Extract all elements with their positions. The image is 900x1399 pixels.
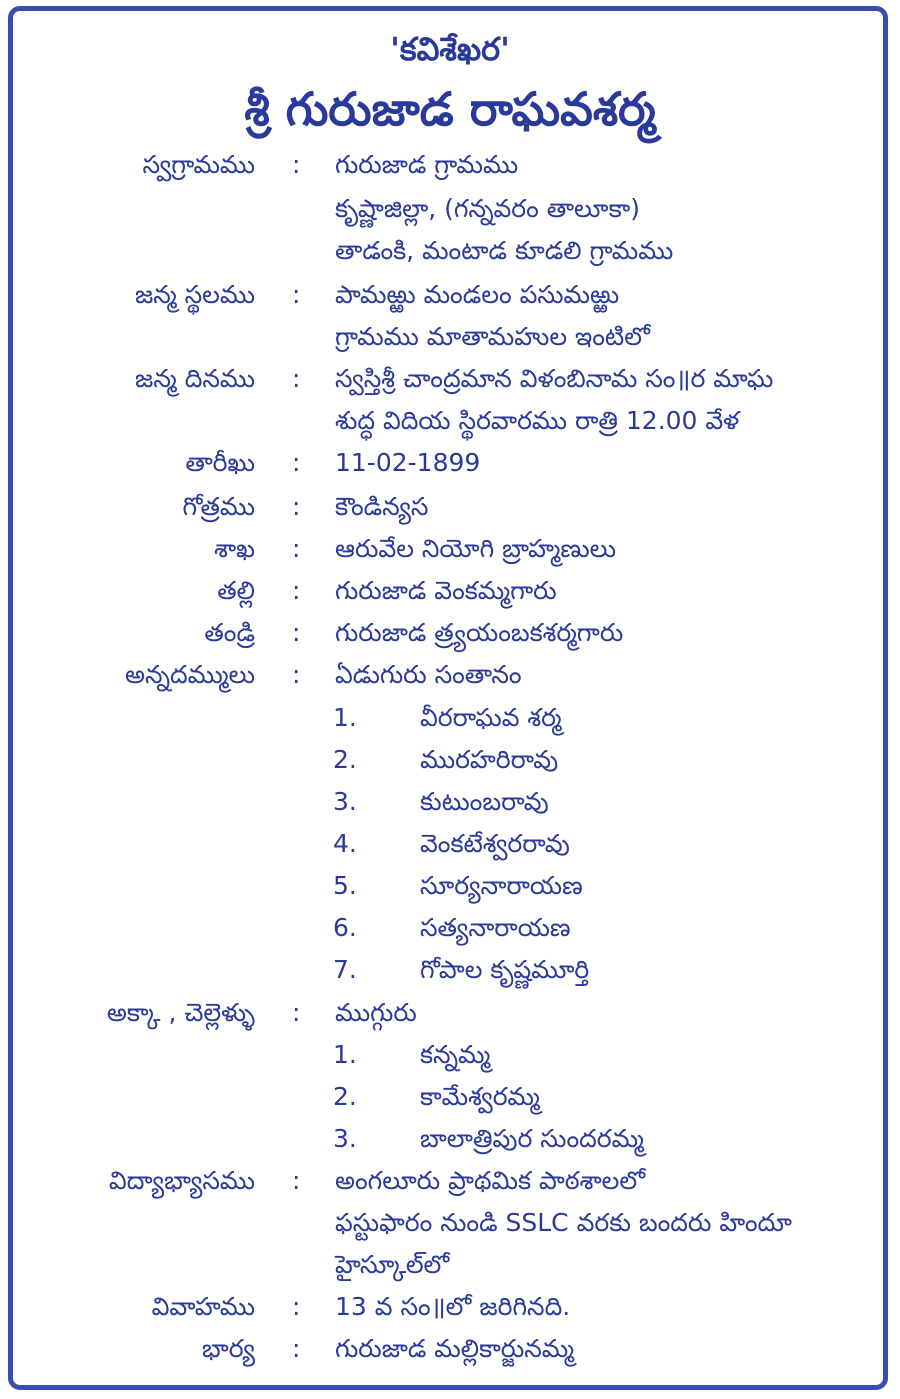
list-item: సత్యనారాయణ	[420, 913, 571, 942]
colon: :	[292, 1334, 301, 1363]
colon: :	[292, 492, 301, 521]
father-value: గురుజాడ త్ర్యయంబకశర్మగారు	[335, 618, 624, 647]
colon: :	[292, 448, 301, 477]
colon: :	[292, 998, 301, 1027]
list-number: 3.	[333, 1124, 357, 1153]
colon: :	[292, 660, 301, 689]
marriage-label: వివాహము	[151, 1292, 255, 1321]
branch-label: శాఖ	[214, 534, 255, 563]
birthplace-line: గ్రామము మాతామహుల ఇంటిలో	[335, 322, 650, 351]
birthplace-line: పామఱ్ఱు మండలం పసుమఱ్ఱు	[335, 280, 620, 309]
wife-label: భార్య	[201, 1334, 255, 1363]
subtitle: 'కవిశేఖర'	[390, 30, 510, 68]
colon: :	[292, 618, 301, 647]
date-value: 11-02-1899	[335, 448, 481, 477]
branch-value: ఆరువేల నియోగి బ్రాహ్మణులు	[335, 534, 616, 563]
list-item: కన్నమ్మ	[420, 1040, 491, 1069]
brothers-label: అన్నదమ్ములు	[125, 660, 255, 689]
native-village-label: స్వగ్రామము	[142, 150, 255, 179]
list-item: గోపాల కృష్ణమూర్తి	[420, 955, 590, 984]
list-item: బాలాత్రిపుర సుందరమ్మ	[420, 1124, 644, 1153]
sisters-label: అక్కా , చెల్లెళ్ళు	[106, 998, 255, 1027]
birth-day-line: స్వస్తిశ్రీ చాంద్రమాన విళంబినామ సం॥ర మాఘ	[335, 364, 774, 393]
list-number: 3.	[333, 787, 357, 816]
birthplace-label: జన్మ స్థలము	[134, 280, 255, 309]
mother-label: తల్లి	[217, 576, 255, 605]
birth-day-line: శుద్ధ విదియ స్థిరవారము రాత్రి 12.00 వేళ	[335, 406, 740, 435]
gotram-value: కౌండిన్యస	[335, 492, 429, 521]
wife-value: గురుజాడ మల్లికార్జునమ్మ	[335, 1334, 575, 1363]
list-number: 2.	[333, 1082, 357, 1111]
colon: :	[292, 280, 301, 309]
education-line: ఫస్టుఫారం నుండి SSLC వరకు బందరు హిందూ	[335, 1208, 792, 1237]
list-item: కుటుంబరావు	[420, 787, 549, 816]
colon: :	[292, 150, 301, 179]
birth-day-label: జన్మ దినము	[135, 364, 255, 393]
native-village-line: కృష్ణాజిల్లా, (గన్నవరం తాలూకా)	[335, 194, 641, 223]
list-number: 5.	[333, 871, 357, 900]
list-number: 2.	[333, 745, 357, 774]
list-number: 1.	[333, 703, 357, 732]
colon: :	[292, 364, 301, 393]
education-line: అంగలూరు ప్రాథమిక పాఠశాలలో	[335, 1166, 646, 1195]
native-village-line: గురుజాడ గ్రామము	[335, 150, 519, 179]
father-label: తండ్రి	[204, 618, 255, 647]
page-title: శ్రీ గురుజాడ రాఘవశర్మ	[244, 82, 656, 136]
colon: :	[292, 1166, 301, 1195]
education-line: హైస్కూల్‌లో	[335, 1250, 450, 1279]
native-village-line: తాడంకి, మంటాడ కూడలి గ్రామము	[335, 236, 674, 265]
list-number: 4.	[333, 829, 357, 858]
list-number: 1.	[333, 1040, 357, 1069]
list-item: వెంకటేశ్వరరావు	[420, 829, 570, 858]
brothers-value: ఏడుగురు సంతానం	[335, 660, 522, 689]
colon: :	[292, 576, 301, 605]
list-number: 6.	[333, 913, 357, 942]
colon: :	[292, 534, 301, 563]
mother-value: గురుజాడ వెంకమ్మగారు	[335, 576, 557, 605]
list-item: సూర్యనారాయణ	[420, 871, 583, 900]
colon: :	[292, 1292, 301, 1321]
list-item: వీరరాఘవ శర్మ	[420, 703, 562, 732]
gotram-label: గోత్రము	[182, 492, 255, 521]
date-label: తారీఖు	[185, 448, 255, 477]
list-number: 7.	[333, 955, 357, 984]
sisters-value: ముగ్గురు	[335, 998, 417, 1027]
marriage-value: 13 వ సం॥లో జరిగినది.	[335, 1292, 571, 1321]
education-label: విద్యాభ్యాసము	[108, 1166, 255, 1195]
list-item: కామేశ్వరమ్మ	[420, 1082, 540, 1111]
list-item: మురహరిరావు	[420, 745, 559, 774]
